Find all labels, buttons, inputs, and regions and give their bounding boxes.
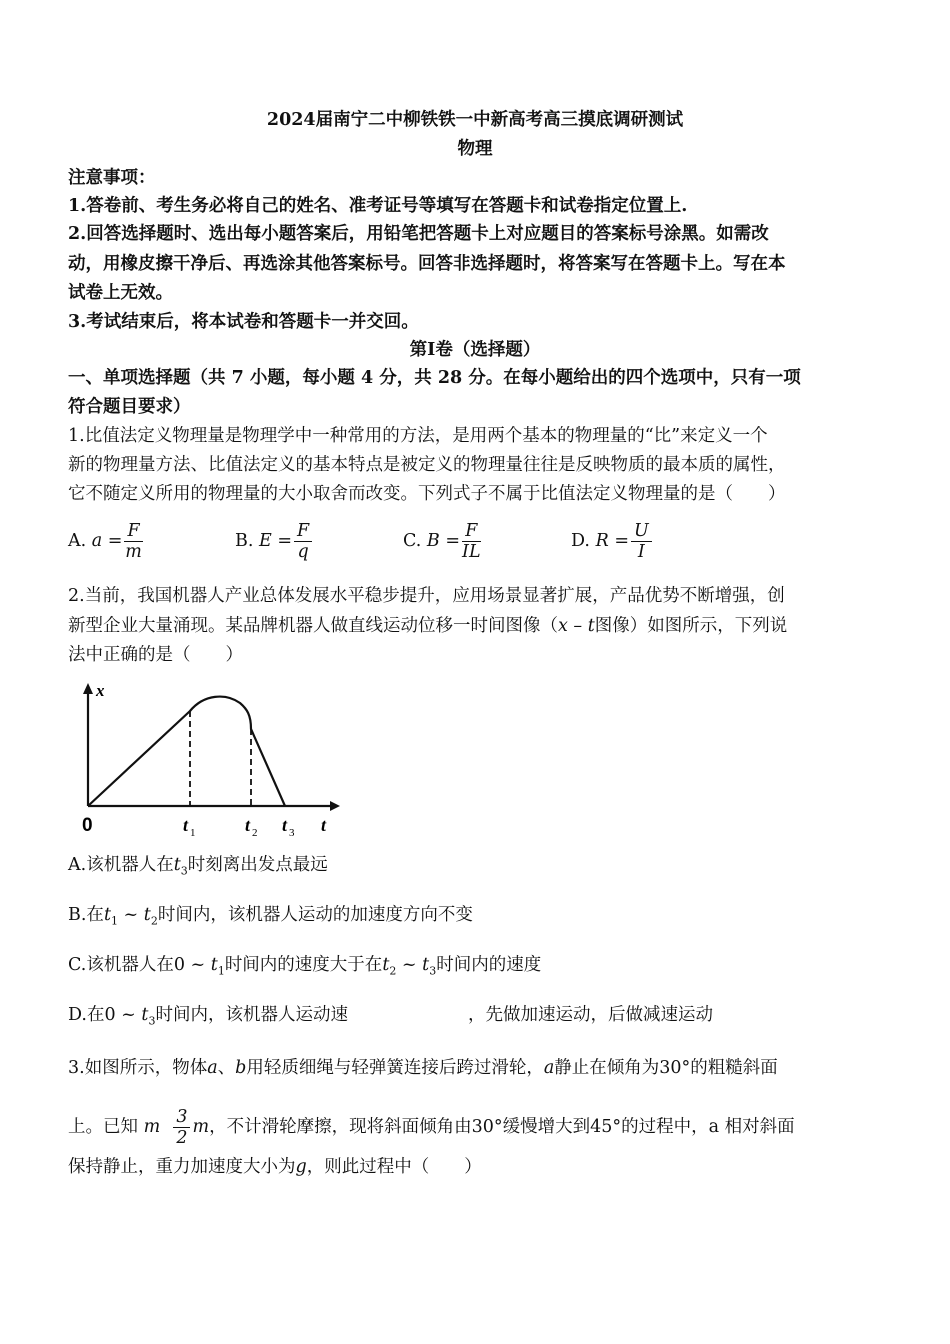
occluded-gap bbox=[348, 1003, 468, 1027]
q2-option-d-text-end: ，先做加速运动，后做减速运动 bbox=[467, 1005, 713, 1025]
notice-heading: 注意事项： bbox=[68, 168, 156, 188]
q3-text-line-1 bbox=[68, 1056, 778, 1080]
q1-text-line-1: 1.比值法定义物理量是物理学中一种常用的方法，是用两个基本的物理量的“比”来定义一个 bbox=[68, 426, 768, 446]
section-title: 第Ⅰ卷（选择题） bbox=[409, 340, 541, 360]
formula-fraction bbox=[462, 521, 481, 562]
q2-xt-math: x – t bbox=[558, 616, 595, 636]
q2-option-a-text-end: 时刻离出发点最远 bbox=[187, 855, 328, 875]
q2-option-d-text: D.在0 ~ bbox=[68, 1005, 142, 1025]
q2-option-b-text-end: 时间内，该机器人运动的加速度方向不变 bbox=[157, 905, 473, 925]
sub-3: 3 bbox=[180, 864, 188, 878]
notice-item-2-line-3: 试卷上无效。 bbox=[68, 283, 173, 303]
q2-option-d bbox=[68, 1003, 713, 1034]
option-label: B. bbox=[235, 531, 254, 551]
var-t: t bbox=[422, 955, 430, 975]
sub-3: 3 bbox=[148, 1014, 156, 1028]
denominator: m bbox=[125, 541, 142, 562]
option-label: C. bbox=[403, 531, 422, 551]
var-t: t bbox=[143, 905, 151, 925]
q2-text-line-2-part-a: 新型企业大量涌现。某品牌机器人做直线运动位移一时间图像（ bbox=[68, 616, 558, 636]
t2-var: t bbox=[245, 815, 251, 835]
sub-1: 1 bbox=[217, 964, 225, 978]
var-a: a bbox=[543, 1058, 555, 1078]
var-t: t bbox=[141, 1005, 149, 1025]
x-axis-arrow bbox=[83, 683, 93, 694]
formula-fraction bbox=[294, 521, 312, 562]
var-g: g bbox=[295, 1157, 307, 1177]
sub-1: 1 bbox=[110, 914, 118, 928]
q3-text-line-3 bbox=[68, 1155, 482, 1179]
notice-item-2-line-2: 动，用橡皮擦干净后、再选涂其他答案标号。回答非选择题时，将答案写在答题卡上。写在本 bbox=[68, 254, 786, 274]
formula-fraction bbox=[124, 521, 142, 562]
q1-option-c: C. B = $\frac{F}{IL}$ bbox=[403, 520, 481, 562]
formula-lhs: a bbox=[91, 531, 103, 551]
formula-lhs: B bbox=[426, 531, 440, 551]
notice-item-1: 1.答卷前、考生务必将自己的姓名、准考证号等填写在答题卡和试卷指定位置上. bbox=[68, 196, 688, 216]
q3-text-part: 用轻质细绳与轻弹簧连接后跨过滑轮， bbox=[246, 1058, 544, 1078]
sub-3: 3 bbox=[429, 964, 437, 978]
q2-option-d-text-mid: 时间内，该机器人运动速 bbox=[155, 1005, 348, 1025]
q3-text-part: 上。已知 bbox=[68, 1117, 138, 1137]
xt-graph bbox=[68, 678, 348, 838]
var-m: m bbox=[143, 1117, 161, 1137]
var-m: m bbox=[192, 1117, 210, 1137]
q2-text-line-3: 法中正确的是（ ） bbox=[68, 645, 243, 665]
q3-text-part: 、 bbox=[217, 1058, 236, 1078]
tilde: ~ bbox=[396, 955, 423, 975]
part1-instruction-line-2: 符合题目要求） bbox=[68, 397, 191, 417]
q1-option-d: D. R = $\frac{U}{I}$ bbox=[571, 516, 654, 566]
var-t: t bbox=[103, 905, 111, 925]
numerator: F bbox=[294, 521, 312, 542]
option-label: D. bbox=[571, 531, 590, 551]
notice-item-3: 3.考试结束后，将本试卷和答题卡一并交回。 bbox=[68, 312, 419, 332]
option-label: A. bbox=[68, 531, 87, 551]
denominator: IL bbox=[462, 541, 481, 562]
q3-text-part: 保持静止，重力加速度大小为 bbox=[68, 1157, 296, 1177]
denominator: q bbox=[297, 541, 309, 562]
formula-lhs: R bbox=[595, 531, 609, 551]
q1-option-b: B. E = $\frac{F}{q}$ bbox=[235, 516, 314, 566]
t-axis-label: t bbox=[321, 815, 327, 835]
q2-option-c bbox=[68, 953, 541, 984]
t3-var: t bbox=[282, 815, 288, 835]
q3-text-part: ，则此过程中（ ） bbox=[306, 1157, 482, 1177]
q3-text-part: 3.如图所示，物体 bbox=[68, 1058, 208, 1078]
exam-title: 2024届南宁二中柳铁铁一中新高考高三摸底调研测试 bbox=[266, 110, 684, 130]
displacement-curve bbox=[88, 697, 285, 806]
q2-text-line-1: 2.当前，我国机器人产业总体发展水平稳步提升，应用场景显著扩展，产品优势不断增强，创 bbox=[68, 586, 785, 606]
numerator: 3 bbox=[173, 1107, 190, 1128]
q1-option-a: A. a = $\frac{F}{m}$ bbox=[68, 520, 142, 562]
subject-title: 物理 bbox=[457, 139, 493, 159]
var-t: t bbox=[210, 955, 218, 975]
notice-item-2-line-1: 2.回答选择题时、选出每小题答案后，用铅笔把答题卡上对应题目的答案标号涂黑。如需改 bbox=[68, 224, 769, 244]
q1-text-line-3: 它不随定义所用的物理量的大小取舍而改变。下列式子不属于比值法定义物理量的是（ ） bbox=[68, 484, 786, 504]
q2-option-c-text: C.该机器人在0 ~ bbox=[68, 955, 211, 975]
formula-lhs: E bbox=[259, 531, 272, 551]
var-a: a bbox=[207, 1058, 218, 1078]
t3-label bbox=[282, 815, 295, 838]
denominator: 2 bbox=[176, 1127, 188, 1148]
numerator: F bbox=[124, 521, 142, 542]
t3-sub: 3 bbox=[289, 827, 295, 838]
q2-option-a-text: A.该机器人在 bbox=[68, 855, 174, 875]
part1-instruction-line-1: 一、单项选择题（共 7 小题，每小题 4 分，共 28 分。在每小题给出的四个选项中，只有一项 bbox=[68, 368, 801, 388]
sub-2: 2 bbox=[150, 914, 158, 928]
q2-option-b bbox=[68, 903, 473, 934]
q1-text-line-2: 新的物理量方法、比值法定义的基本特点是被定义的物理量往往是反映物质的最本质的属性， bbox=[68, 455, 786, 475]
t1-label bbox=[183, 815, 196, 838]
origin-label: 0 bbox=[82, 815, 93, 836]
t1-sub: 1 bbox=[190, 827, 196, 838]
q2-option-a bbox=[68, 853, 328, 884]
q3-text-line-2 bbox=[68, 1102, 795, 1152]
q2-option-c-text-mid: 时间内的速度大于在 bbox=[224, 955, 383, 975]
q2-text-line-2-part-b: 图像）如图所示，下列说 bbox=[594, 616, 788, 636]
var-b: b bbox=[235, 1058, 247, 1078]
var-t: t bbox=[173, 855, 181, 875]
q2-text-line-2 bbox=[68, 614, 787, 638]
t-axis-arrow bbox=[330, 801, 340, 811]
q3-text-part: ，不计滑轮摩擦，现将斜面倾角由30°缓慢增大到45°的过程中，a 相对斜面 bbox=[209, 1117, 795, 1137]
t1-var: t bbox=[183, 815, 189, 835]
t2-label bbox=[245, 815, 258, 838]
t2-sub: 2 bbox=[252, 827, 258, 838]
numerator: U bbox=[631, 521, 652, 542]
fraction-three-halves bbox=[173, 1107, 190, 1148]
formula-fraction bbox=[631, 521, 652, 562]
q2-option-b-text: B.在 bbox=[68, 905, 104, 925]
denominator: I bbox=[637, 541, 645, 562]
x-axis-label: x bbox=[96, 681, 105, 700]
var-t: t bbox=[382, 955, 390, 975]
q2-option-c-text-end: 时间内的速度 bbox=[436, 955, 542, 975]
tilde: ~ bbox=[117, 905, 144, 925]
sub-2: 2 bbox=[389, 964, 397, 978]
numerator: F bbox=[462, 521, 481, 542]
q3-text-part: 静止在倾角为30°的粗糙斜面 bbox=[554, 1058, 778, 1078]
